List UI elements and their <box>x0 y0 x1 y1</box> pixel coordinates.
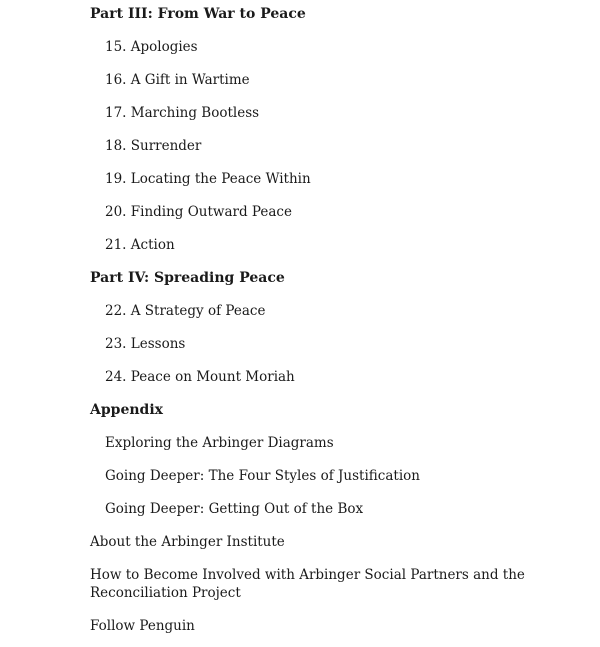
chapter-link[interactable]: 20. Finding Outward Peace <box>105 204 292 220</box>
chapter-link[interactable]: 18. Surrender <box>105 138 202 154</box>
involvement-link[interactable]: How to Become Involved with Arbinger Social Partners and the Reconciliation Project <box>90 567 525 601</box>
appendix-link[interactable]: Going Deeper: Getting Out of the Box <box>105 501 364 517</box>
part-heading[interactable]: Part III: From War to Peace <box>90 6 306 22</box>
appendix-link[interactable]: Going Deeper: The Four Styles of Justification <box>105 468 420 484</box>
appendix-heading[interactable]: Appendix <box>90 402 163 418</box>
chapter-link[interactable]: 17. Marching Bootless <box>105 105 260 121</box>
chapter-link[interactable]: 22. A Strategy of Peace <box>105 303 266 319</box>
chapter-link[interactable]: 24. Peace on Mount Moriah <box>105 369 295 385</box>
chapter-link[interactable]: 21. Action <box>105 237 175 253</box>
appendix-link[interactable]: Exploring the Arbinger Diagrams <box>105 435 334 451</box>
part-heading[interactable]: Part IV: Spreading Peace <box>90 270 285 286</box>
chapter-link[interactable]: 16. A Gift in Wartime <box>105 72 250 88</box>
about-link[interactable]: About the Arbinger Institute <box>90 534 285 550</box>
follow-penguin-link[interactable]: Follow Penguin <box>90 618 195 634</box>
chapter-link[interactable]: 19. Locating the Peace Within <box>105 171 311 187</box>
chapter-link[interactable]: 23. Lessons <box>105 336 186 352</box>
chapter-link[interactable]: 15. Apologies <box>105 39 198 55</box>
